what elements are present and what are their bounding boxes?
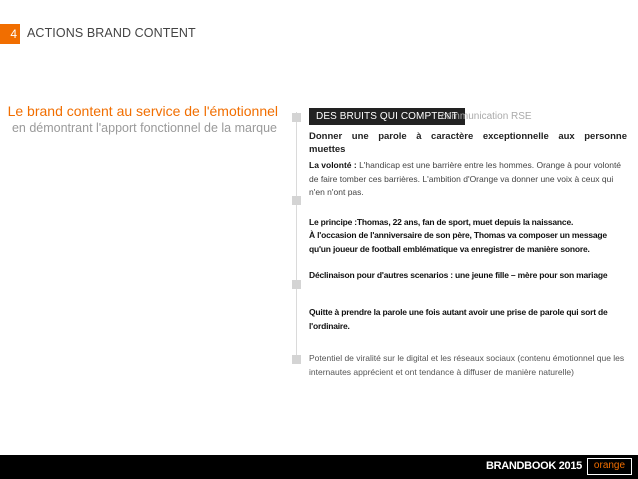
principe-line-1: Le principe :Thomas, 22 ans, fan de sport, muet depuis la naissance. (309, 217, 574, 227)
timeline-bullet (292, 196, 301, 205)
timeline-line (296, 112, 297, 360)
timeline-bullet (292, 113, 301, 122)
tag-des-bruits-qui-comptent: DES BRUITS QUI COMPTENT (309, 108, 465, 125)
principe-line-3: Déclinaison pour d'autres scenarios : une jeune fille – mère pour son mariage (309, 270, 608, 280)
section-title: Le brand content au service de l'émotionnel (7, 103, 278, 119)
volonte-label: La volonté : (309, 160, 357, 170)
volonte-paragraph (309, 159, 627, 200)
timeline-bullet (292, 355, 301, 364)
timeline-bullet (292, 280, 301, 289)
page-title: ACTIONS BRAND CONTENT (27, 26, 196, 40)
page-number: 4 (0, 24, 20, 44)
principe-line-4: Quitte à prendre la parole une fois autant avoir une prise de parole qui sort de l'ordinaire. (309, 307, 608, 331)
footer-bar (0, 455, 638, 479)
principe-line-2: À l'occasion de l'anniversaire de son père, Thomas va composer un message qu'un joueur de football emblématique va enregistrer de manière sonore. (309, 230, 607, 254)
orange-logo: orange (587, 458, 632, 475)
content-headline: Donner une parole à caractère exceptionnelle aux personne muettes (309, 131, 627, 155)
tag-communication-rse: communication RSE (441, 111, 532, 122)
brandbook-label: BRANDBOOK 2015 (485, 460, 582, 472)
volonte-text: L'handicap est une barrière entre les hommes. Orange à pour volonté de faire tomber ces barrières. L'ambition d'Orange va donner une voix à ceux qui n'en n'ont pas. (309, 160, 622, 197)
section-subtitle: en démontrant l'apport fonctionnel de la marque (11, 121, 277, 135)
potentiel-paragraph: Potentiel de viralité sur le digital et les réseaux sociaux (contenu émotionnel que les internautes apprécient et ont tendance à diffuser de manière naturelle) (309, 353, 625, 377)
